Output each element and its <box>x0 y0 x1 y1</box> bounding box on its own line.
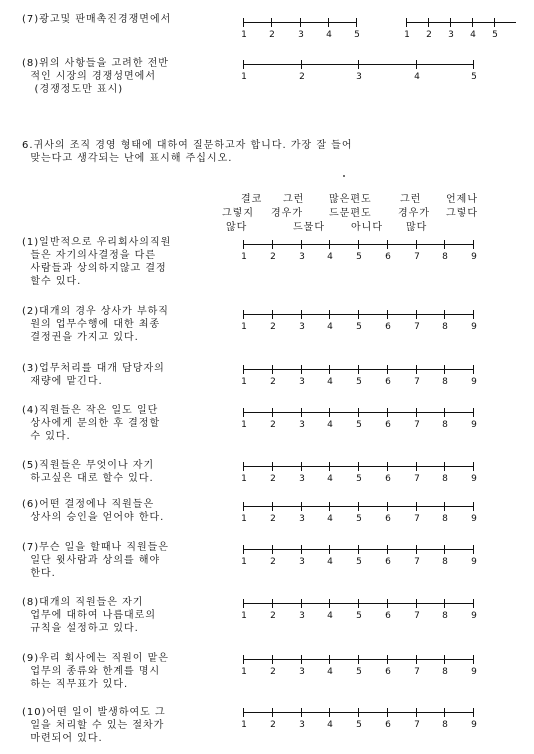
scale-tick[interactable] <box>243 408 244 417</box>
scale-tick[interactable] <box>301 310 302 319</box>
header-rarely: 그런 <box>283 194 305 205</box>
scale-tick[interactable] <box>444 545 445 554</box>
scale-tick[interactable] <box>387 545 388 554</box>
scale-number: 3 <box>299 252 305 262</box>
scale-tick[interactable] <box>243 18 244 27</box>
scale-tick[interactable] <box>358 365 359 374</box>
scale-tick[interactable] <box>473 240 474 249</box>
scale-tick[interactable] <box>328 18 329 27</box>
scale-number: 9 <box>471 474 477 484</box>
scale-tick[interactable] <box>473 310 474 319</box>
scale-tick[interactable] <box>473 60 474 69</box>
scale-number: 2 <box>299 72 305 82</box>
scale-tick[interactable] <box>444 408 445 417</box>
scale-number: 7 <box>414 420 420 430</box>
header-neutral: 많은편도 <box>329 194 372 205</box>
scale-number: 7 <box>414 514 420 524</box>
scale-number: 1 <box>404 30 410 40</box>
scale-number: 1 <box>241 252 247 262</box>
scale-tick[interactable] <box>416 462 417 471</box>
scale-tick[interactable] <box>416 365 417 374</box>
scale-tick[interactable] <box>272 462 273 471</box>
scale-number: 7 <box>414 720 420 730</box>
scale-tick[interactable] <box>387 655 388 664</box>
scale-number: 4 <box>326 30 332 40</box>
scale-number: 9 <box>471 667 477 677</box>
scale-tick[interactable] <box>387 462 388 471</box>
scale-tick[interactable] <box>329 408 330 417</box>
scale-number: 6 <box>385 322 391 332</box>
scale-number: 1 <box>241 322 247 332</box>
scale-number: 3 <box>299 420 305 430</box>
scale-number: 5 <box>356 377 362 387</box>
scale-number: 3 <box>356 72 362 82</box>
scale-number: 6 <box>385 720 391 730</box>
header-often-3: 많다 <box>406 222 428 233</box>
scale-tick[interactable] <box>272 545 273 554</box>
scale-number: 2 <box>270 611 276 621</box>
scale-tick[interactable] <box>472 18 473 27</box>
scale-number: 5 <box>492 30 498 40</box>
scale-tick[interactable] <box>272 599 273 608</box>
scale-number: 2 <box>270 252 276 262</box>
scale-number: 4 <box>327 514 333 524</box>
question-7-label: (7)무슨 일을 할때나 직원들은 일단 윗사람과 상의를 해야 한다. <box>22 542 169 579</box>
question-8-label: (8)대개의 직원들은 자기 업무에 대하여 나름대로의 규칙을 설정하고 있다. <box>22 597 156 634</box>
scale-number: 3 <box>298 30 304 40</box>
header-never: 결코 <box>241 194 263 205</box>
scale-tick[interactable] <box>301 599 302 608</box>
scale-tick[interactable] <box>358 310 359 319</box>
scale-number: 9 <box>471 557 477 567</box>
scale-line <box>406 22 516 23</box>
scale-tick[interactable] <box>450 18 451 27</box>
scale-number: 9 <box>471 252 477 262</box>
scale-tick[interactable] <box>358 462 359 471</box>
scale-number: 2 <box>270 474 276 484</box>
scale-number: 1 <box>241 720 247 730</box>
header-often: 그런 <box>400 194 422 205</box>
scale-number: 4 <box>327 557 333 567</box>
scale-number: 9 <box>471 322 477 332</box>
scale-tick[interactable] <box>387 708 388 717</box>
scale-tick[interactable] <box>416 708 417 717</box>
scale-number: 8 <box>442 420 448 430</box>
scale-number: 9 <box>471 611 477 621</box>
scale-tick[interactable] <box>494 18 495 27</box>
scale-tick[interactable] <box>301 502 302 511</box>
scale-number: 8 <box>442 474 448 484</box>
item-q7-label: (7)광고및 판매촉진경쟁면에서 <box>22 14 172 25</box>
scale-tick[interactable] <box>416 408 417 417</box>
scale-tick[interactable] <box>301 462 302 471</box>
question-9-label: (9)우리 회사에는 직원이 맡은 업무의 종류와 한계를 명시 하는 직무표가 있다. <box>22 653 169 690</box>
scale-tick[interactable] <box>329 310 330 319</box>
scale-number: 1 <box>241 514 247 524</box>
scale-tick[interactable] <box>387 408 388 417</box>
scale-tick[interactable] <box>387 240 388 249</box>
scale-number: 4 <box>327 420 333 430</box>
scale-tick[interactable] <box>387 310 388 319</box>
scale-number: 5 <box>354 30 360 40</box>
scale-number: 9 <box>471 377 477 387</box>
scale-tick[interactable] <box>473 365 474 374</box>
scale-number: 6 <box>385 474 391 484</box>
scale-tick[interactable] <box>358 408 359 417</box>
scale-tick[interactable] <box>356 18 357 27</box>
header-often-2: 경우가 <box>398 208 430 219</box>
scale-tick[interactable] <box>301 545 302 554</box>
scale-number: 1 <box>241 611 247 621</box>
scale-tick[interactable] <box>300 18 301 27</box>
scale-tick[interactable] <box>387 502 388 511</box>
scale-tick[interactable] <box>473 599 474 608</box>
scale-number: 7 <box>414 474 420 484</box>
scale-number: 1 <box>241 420 247 430</box>
scale-number: 1 <box>241 377 247 387</box>
scale-number: 2 <box>270 322 276 332</box>
scale-number: 5 <box>356 322 362 332</box>
scale-tick[interactable] <box>358 708 359 717</box>
scale-number: 5 <box>356 474 362 484</box>
header-rarely-2: 경우가 <box>271 208 303 219</box>
scale-tick[interactable] <box>272 708 273 717</box>
scale-tick[interactable] <box>358 240 359 249</box>
scale-tick[interactable] <box>243 708 244 717</box>
scale-number: 3 <box>448 30 454 40</box>
scale-number: 8 <box>442 611 448 621</box>
scale-tick[interactable] <box>416 599 417 608</box>
scale-tick[interactable] <box>243 655 244 664</box>
scale-tick[interactable] <box>416 310 417 319</box>
scale-number: 1 <box>241 474 247 484</box>
header-always: 언제나 <box>446 194 478 205</box>
scale-number: 5 <box>356 667 362 677</box>
question-6-label: (6)어떤 결정에나 직원들은 상사의 승인을 얻어야 한다. <box>22 499 165 523</box>
scale-number: 8 <box>442 514 448 524</box>
scale-tick[interactable] <box>428 18 429 27</box>
scale-number: 5 <box>356 514 362 524</box>
question-2-label: (2)대개의 경우 상사가 부하직 원의 업무수행에 대한 최종 결정권을 가지고 있다. <box>22 306 169 343</box>
scale-tick[interactable] <box>444 310 445 319</box>
scale-number: 9 <box>471 420 477 430</box>
scale-number: 8 <box>442 667 448 677</box>
scale-tick[interactable] <box>444 502 445 511</box>
scale-number: 7 <box>414 322 420 332</box>
scale-tick[interactable] <box>329 240 330 249</box>
scale-tick[interactable] <box>243 545 244 554</box>
scale-number: 8 <box>442 377 448 387</box>
header-never-3: 않다 <box>226 222 248 233</box>
header-never-2: 그렇지 <box>222 208 254 219</box>
scale-number: 4 <box>327 667 333 677</box>
scale-tick[interactable] <box>416 502 417 511</box>
scale-tick[interactable] <box>272 655 273 664</box>
scale-tick[interactable] <box>329 462 330 471</box>
scale-tick[interactable] <box>444 708 445 717</box>
scale-tick[interactable] <box>329 599 330 608</box>
scale-number: 2 <box>270 514 276 524</box>
scale-number: 4 <box>327 377 333 387</box>
scale-tick[interactable] <box>243 310 244 319</box>
scale-tick[interactable] <box>272 408 273 417</box>
scale-tick[interactable] <box>329 655 330 664</box>
header-rarely-3: 드물다 <box>293 222 325 233</box>
scale-number: 6 <box>385 514 391 524</box>
scale-number: 3 <box>299 611 305 621</box>
question-5-label: (5)직원들은 무엇이나 자기 하고싶은 대로 할수 있다. <box>22 460 155 484</box>
scale-number: 6 <box>385 557 391 567</box>
scale-number: 3 <box>299 514 305 524</box>
scale-tick[interactable] <box>358 545 359 554</box>
scale-tick[interactable] <box>272 240 273 249</box>
scale-tick[interactable] <box>301 408 302 417</box>
scale-number: 2 <box>270 377 276 387</box>
scale-tick[interactable] <box>416 655 417 664</box>
scale-tick[interactable] <box>444 365 445 374</box>
scale-tick[interactable] <box>243 240 244 249</box>
scale-number: 9 <box>471 720 477 730</box>
scale-number: 1 <box>241 72 247 82</box>
scale-tick[interactable] <box>243 60 244 69</box>
scale-tick[interactable] <box>301 655 302 664</box>
scale-number: 4 <box>327 611 333 621</box>
scale-number: 2 <box>270 720 276 730</box>
scale-number: 3 <box>299 474 305 484</box>
speck-mark <box>343 175 345 177</box>
scale-tick[interactable] <box>444 462 445 471</box>
header-neutral-3: 아니다 <box>351 222 383 233</box>
header-neutral-2: 드문편도 <box>329 208 372 219</box>
scale-tick[interactable] <box>272 502 273 511</box>
scale-tick[interactable] <box>416 60 417 69</box>
scale-tick[interactable] <box>243 599 244 608</box>
scale-tick[interactable] <box>301 365 302 374</box>
scale-number: 2 <box>270 420 276 430</box>
scale-number: 4 <box>327 720 333 730</box>
scale-tick[interactable] <box>272 365 273 374</box>
scale-number: 2 <box>270 557 276 567</box>
scale-tick[interactable] <box>473 655 474 664</box>
scale-tick[interactable] <box>358 502 359 511</box>
scale-number: 4 <box>327 252 333 262</box>
scale-tick[interactable] <box>243 462 244 471</box>
scale-number: 1 <box>241 667 247 677</box>
scale-number: 5 <box>356 420 362 430</box>
scale-number: 3 <box>299 667 305 677</box>
scale-number: 3 <box>299 377 305 387</box>
scale-number: 5 <box>356 720 362 730</box>
item-q8-label: (8)위의 사항들을 고려한 전반 적인 시장의 경쟁성면에서 (경쟁정도만 표시) <box>22 58 169 95</box>
question-3-label: (3)업무처리를 대개 담당자의 재량에 맡긴다. <box>22 363 165 387</box>
scale-number: 6 <box>385 252 391 262</box>
scale-number: 7 <box>414 252 420 262</box>
scale-tick[interactable] <box>301 240 302 249</box>
scale-tick[interactable] <box>358 655 359 664</box>
scale-number: 5 <box>356 611 362 621</box>
scale-tick[interactable] <box>406 18 407 27</box>
scale-tick[interactable] <box>271 18 272 27</box>
question-10-label: (10)어떤 일이 발생하여도 그 일을 처리할 수 있는 절차가 마련되어 있다. <box>22 707 166 744</box>
scale-tick[interactable] <box>358 599 359 608</box>
scale-tick[interactable] <box>329 502 330 511</box>
scale-tick[interactable] <box>301 60 302 69</box>
scale-number: 8 <box>442 720 448 730</box>
scale-number: 8 <box>442 322 448 332</box>
scale-number: 3 <box>299 557 305 567</box>
scale-tick[interactable] <box>387 599 388 608</box>
scale-number: 4 <box>327 322 333 332</box>
scale-number: 2 <box>269 30 275 40</box>
scale-tick[interactable] <box>329 365 330 374</box>
scale-tick[interactable] <box>473 708 474 717</box>
question-4-label: (4)직원들은 작은 일도 일단 상사에게 문의한 후 결정할 수 있다. <box>22 405 161 442</box>
scale-tick[interactable] <box>473 462 474 471</box>
scale-number: 8 <box>442 557 448 567</box>
scale-tick[interactable] <box>329 545 330 554</box>
scale-number: 7 <box>414 377 420 387</box>
scale-tick[interactable] <box>243 365 244 374</box>
section6-title: 6.귀사의 조직 경영 형태에 대하여 질문하고자 합니다. 가장 잘 들어 맞는다고 생각되는 난에 표시해 주십시오. <box>22 140 353 164</box>
scale-number: 5 <box>356 557 362 567</box>
scale-tick[interactable] <box>243 502 244 511</box>
scale-tick[interactable] <box>301 708 302 717</box>
scale-tick[interactable] <box>387 365 388 374</box>
scale-tick[interactable] <box>444 599 445 608</box>
scale-tick[interactable] <box>444 655 445 664</box>
scale-number: 7 <box>414 667 420 677</box>
scale-number: 8 <box>442 252 448 262</box>
scale-number: 5 <box>471 72 477 82</box>
scale-number: 4 <box>414 72 420 82</box>
scale-number: 6 <box>385 377 391 387</box>
scale-number: 4 <box>327 474 333 484</box>
scale-number: 2 <box>426 30 432 40</box>
scale-tick[interactable] <box>329 708 330 717</box>
scale-number: 7 <box>414 557 420 567</box>
scale-number: 7 <box>414 611 420 621</box>
scale-number: 9 <box>471 514 477 524</box>
scale-tick[interactable] <box>358 60 359 69</box>
scale-number: 2 <box>270 667 276 677</box>
scale-tick[interactable] <box>473 502 474 511</box>
scale-number: 6 <box>385 420 391 430</box>
scale-number: 4 <box>470 30 476 40</box>
scale-tick[interactable] <box>473 408 474 417</box>
scale-number: 3 <box>299 720 305 730</box>
scale-number: 1 <box>241 557 247 567</box>
scale-number: 6 <box>385 611 391 621</box>
header-always-2: 그렇다 <box>446 208 478 219</box>
scale-tick[interactable] <box>473 545 474 554</box>
question-1-label: (1)일반적으로 우리회사의직원 들은 자기의사결정을 다른 사람들과 상의하지않고 결정 할수 있다. <box>22 237 172 287</box>
scale-tick[interactable] <box>416 240 417 249</box>
scale-number: 1 <box>241 30 247 40</box>
scale-tick[interactable] <box>272 310 273 319</box>
scale-tick[interactable] <box>444 240 445 249</box>
scale-number: 5 <box>356 252 362 262</box>
scale-number: 3 <box>299 322 305 332</box>
scale-tick[interactable] <box>416 545 417 554</box>
scale-number: 6 <box>385 667 391 677</box>
